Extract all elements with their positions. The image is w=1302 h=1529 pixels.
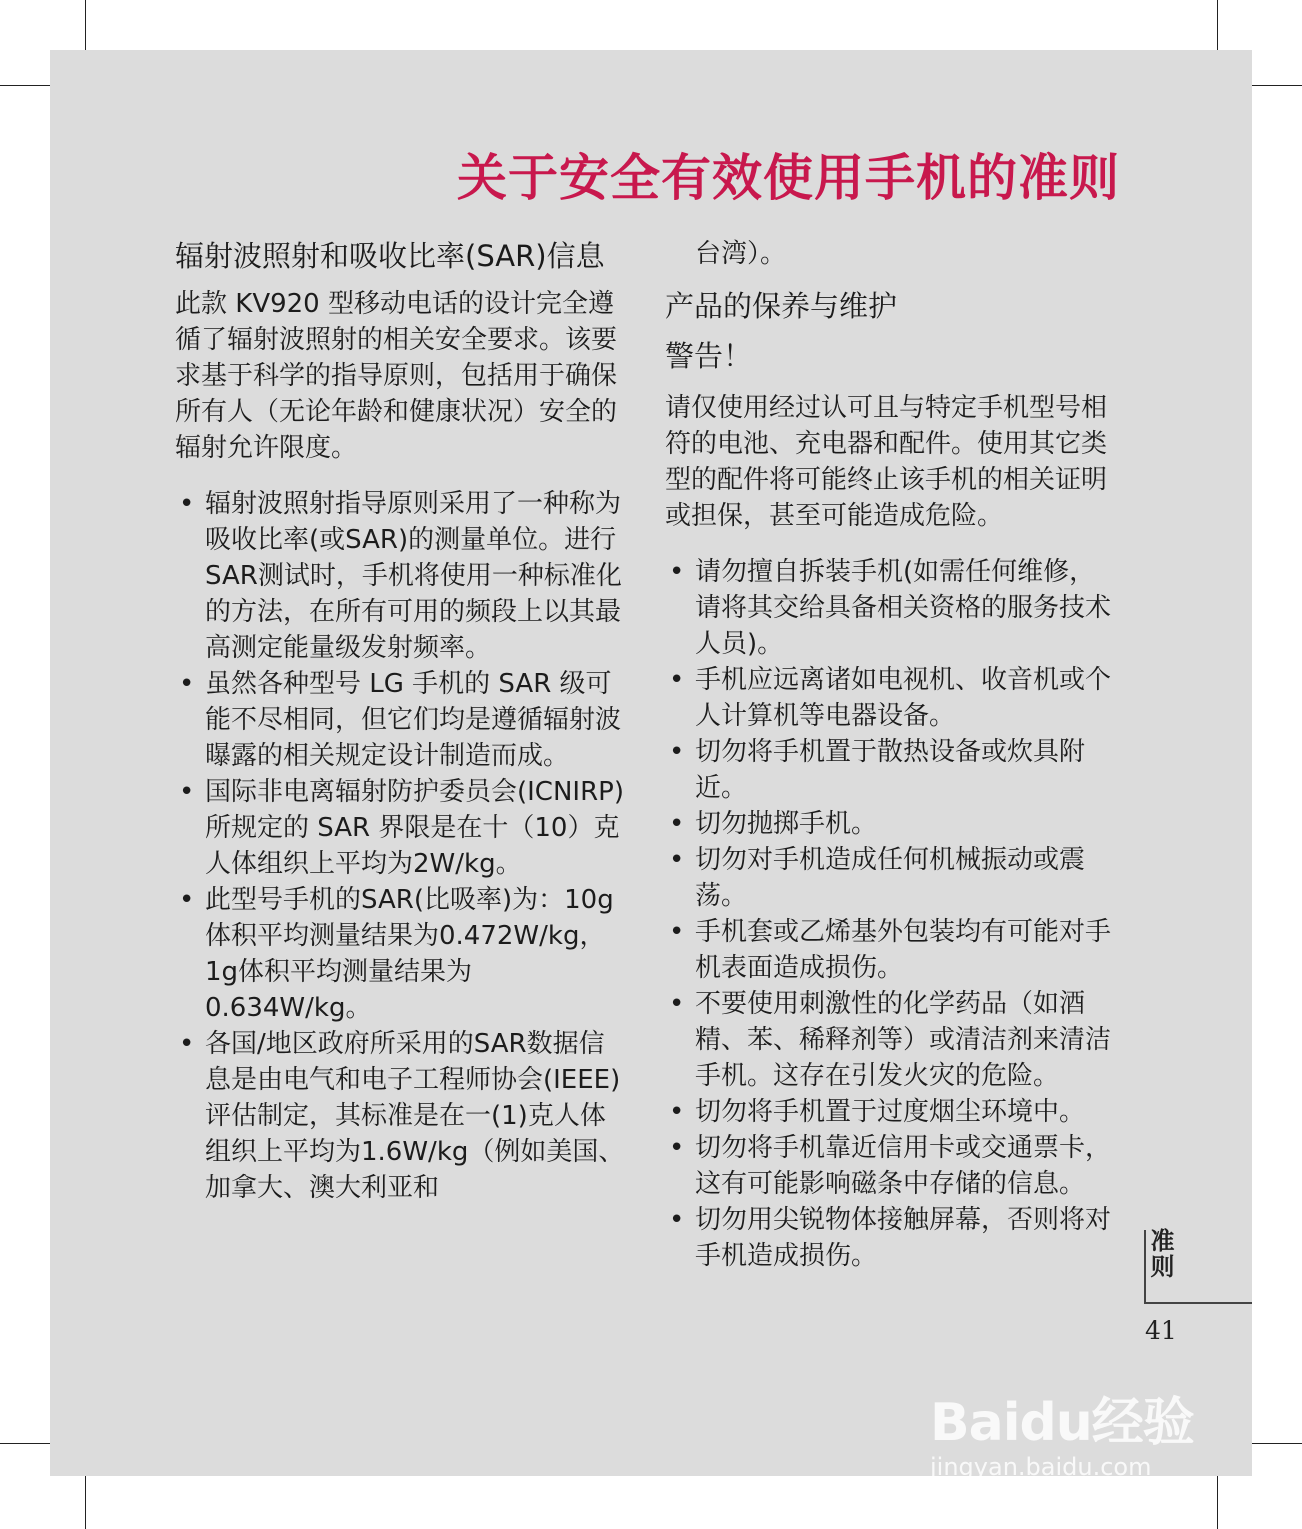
care-heading: 产品的保养与维护 <box>665 289 898 323</box>
page-number: 41 <box>1145 1316 1177 1345</box>
crop-mark <box>85 1470 86 1529</box>
watermark-logo: Baidu经验 <box>930 1393 1194 1453</box>
list-item: • 辐射波照射指导原则采用了一种称为吸收比率(或SAR)的测量单位。进行SAR测试时，手机将使用一种标准化的方法，在所有可用的频段上以其最高测定能量级发射频率。 <box>179 489 622 663</box>
care-bullet-list <box>665 554 1115 1274</box>
list-item: • 切勿抛掷手机。 <box>669 809 878 839</box>
watermark-url: jingyan.baidu.com <box>930 1453 1152 1481</box>
list-item: • 切勿用尖锐物体接触屏幕，否则将对手机造成损伤。 <box>669 1205 1112 1271</box>
list-item: • 手机应远离诸如电视机、收音机或个人计算机等电器设备。 <box>669 665 1112 731</box>
list-item: • 虽然各种型号 LG 手机的 SAR 级可能不尽相同，但它们均是遵循辐射波曝露的相关规定设计制造而成。 <box>179 669 622 771</box>
page-title: 关于安全有效使用手机的准则 <box>457 148 1120 207</box>
sar-intro: 此款 KV920 型移动电话的设计完全遵循了辐射波照射的相关安全要求。该要求基于科学的指导原则，包括用于确保所有人（无论年龄和健康状况）安全的辐射允许限度。 <box>175 289 618 463</box>
list-item: • 手机套或乙烯基外包装均有可能对手机表面造成损伤。 <box>669 917 1112 983</box>
page-number-rule <box>1145 1302 1252 1304</box>
crop-mark <box>1217 1470 1218 1529</box>
list-item: • 切勿将手机置于过度烟尘环境中。 <box>669 1097 1086 1127</box>
sar-heading: 辐射波照射和吸收比率(SAR)信息 <box>175 239 605 273</box>
list-item: • 各国/地区政府所采用的SAR数据信息是由电气和电子工程师协会(IEEE)评估制定，其标准是在一(1)克人体组织上平均为1.6W/kg（例如美国、加拿大、澳大利亚和 <box>179 1029 625 1203</box>
list-item: • 不要使用刺激性的化学药品（如酒精、苯、稀释剂等）或清洁剂来清洁手机。这存在引发火灾的危险。 <box>669 989 1112 1091</box>
sar-bullet-list <box>175 486 625 1206</box>
baidu-watermark <box>930 1380 1194 1481</box>
care-intro: 请仅使用经过认可且与特定手机型号相符的电池、充电器和配件。使用其它类型的配件将可能终止该手机的相关证明或担保，甚至可能造成危险。 <box>665 393 1108 531</box>
section-tab: 准则 <box>1146 1228 1174 1280</box>
list-item: • 请勿擅自拆装手机(如需任何维修，请将其交给具备相关资格的服务技术人员)。 <box>669 557 1112 659</box>
list-item: • 此型号手机的SAR(比吸率)为：10g体积平均测量结果为0.472W/kg，1g体积平均测量结果为0.634W/kg。 <box>179 885 614 1023</box>
list-item: • 切勿将手机置于散热设备或炊具附近。 <box>669 737 1086 803</box>
list-item: • 国际非电离辐射防护委员会(ICNIRP)所规定的 SAR 界限是在十（10）克人体组织上平均为2W/kg。 <box>179 777 624 879</box>
list-item: • 切勿对手机造成任何机械振动或震荡。 <box>669 845 1086 911</box>
warning-label: 警告！ <box>665 339 753 373</box>
list-item: • 切勿将手机靠近信用卡或交通票卡，这有可能影响磁条中存储的信息。 <box>669 1133 1112 1199</box>
section-tab-divider <box>1144 1230 1146 1304</box>
bullet-continuation: 台湾）。 <box>695 239 787 269</box>
right-column <box>665 236 1115 1274</box>
left-column <box>175 236 625 1206</box>
manual-page <box>50 50 1252 1481</box>
